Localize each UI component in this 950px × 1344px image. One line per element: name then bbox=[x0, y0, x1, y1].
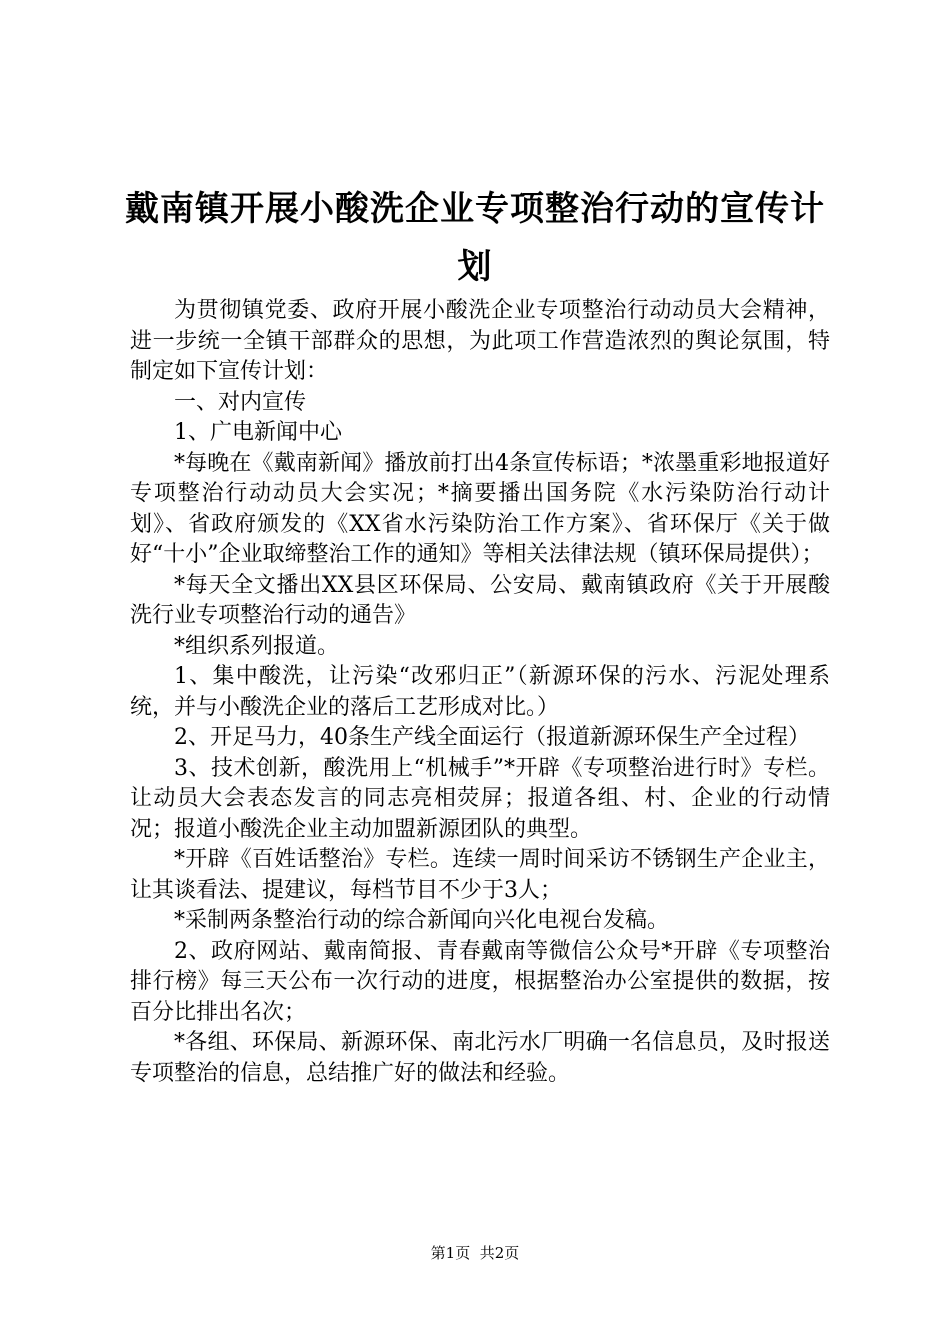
page-footer bbox=[0, 1243, 950, 1263]
paragraph-intro: 为贯彻镇党委、政府开展小酸洗企业专项整治行动动员大会精神，进一步统一全镇干部群众的思想，为此项工作营造浓烈的舆论氛围，特制定如下宣传计划： bbox=[130, 298, 830, 384]
paragraph: 2、开足马力，40条生产线全面运行（报道新源环保生产全过程） bbox=[174, 725, 810, 750]
document-title: 戴南镇开展小酸洗企业专项整治行动的宣传计划 bbox=[125, 189, 825, 287]
paragraph: 2、政府网站、戴南简报、青春戴南等微信公众号*开辟《专项整治排行榜》每三天公布一次行动的进度，根据整治办公室提供的数据，按百分比排出名次； bbox=[130, 938, 830, 1025]
subsection-heading: 1、广电新闻中心 bbox=[174, 420, 342, 445]
paragraph: *开辟《百姓话整治》专栏。连续一周时间采访不锈钢生产企业主，让其谈看法、提建议，每档节目不少于3人； bbox=[130, 847, 830, 903]
paragraph: *每天全文播出XX县区环保局、公安局、戴南镇政府《关于开展酸洗行业专项整治行动的通告》 bbox=[130, 572, 830, 628]
paragraph: *采制两条整治行动的综合新闻向兴化电视台发稿。 bbox=[174, 908, 670, 933]
page-number: 第1页 bbox=[430, 1244, 471, 1262]
paragraph: *每晚在《戴南新闻》播放前打出4条宣传标语；*浓墨重彩地报道好专项整治行动动员大会实况；*摘要播出国务院《水污染防治行动计划》、省政府颁发的《XX省水污染防治工作方案》、省环保厅《关于做好“十小”企业取缔整治工作的通知》等相关法律法规（镇环保局提供）； bbox=[130, 450, 830, 567]
paragraph: 1、集中酸洗，让污染“改邪归正”（新源环保的污水、污泥处理系统，并与小酸洗企业的落后工艺形成对比。） bbox=[130, 664, 830, 720]
page-total: 共2页 bbox=[479, 1244, 520, 1262]
document-body bbox=[130, 296, 830, 1089]
paragraph: *各组、环保局、新源环保、南北污水厂明确一名信息员，及时报送专项整治的信息，总结推广好的做法和经验。 bbox=[130, 1030, 830, 1086]
paragraph: *组织系列报道。 bbox=[174, 633, 340, 659]
paragraph: 3、技术创新，酸洗用上“机械手”*开辟《专项整治进行时》专栏。让动员大会表态发言的同志亮相荧屏；报道各组、村、企业的行动情况；报道小酸洗企业主动加盟新源团队的典型。 bbox=[130, 755, 830, 842]
section-heading: 一、对内宣传 bbox=[174, 389, 307, 415]
